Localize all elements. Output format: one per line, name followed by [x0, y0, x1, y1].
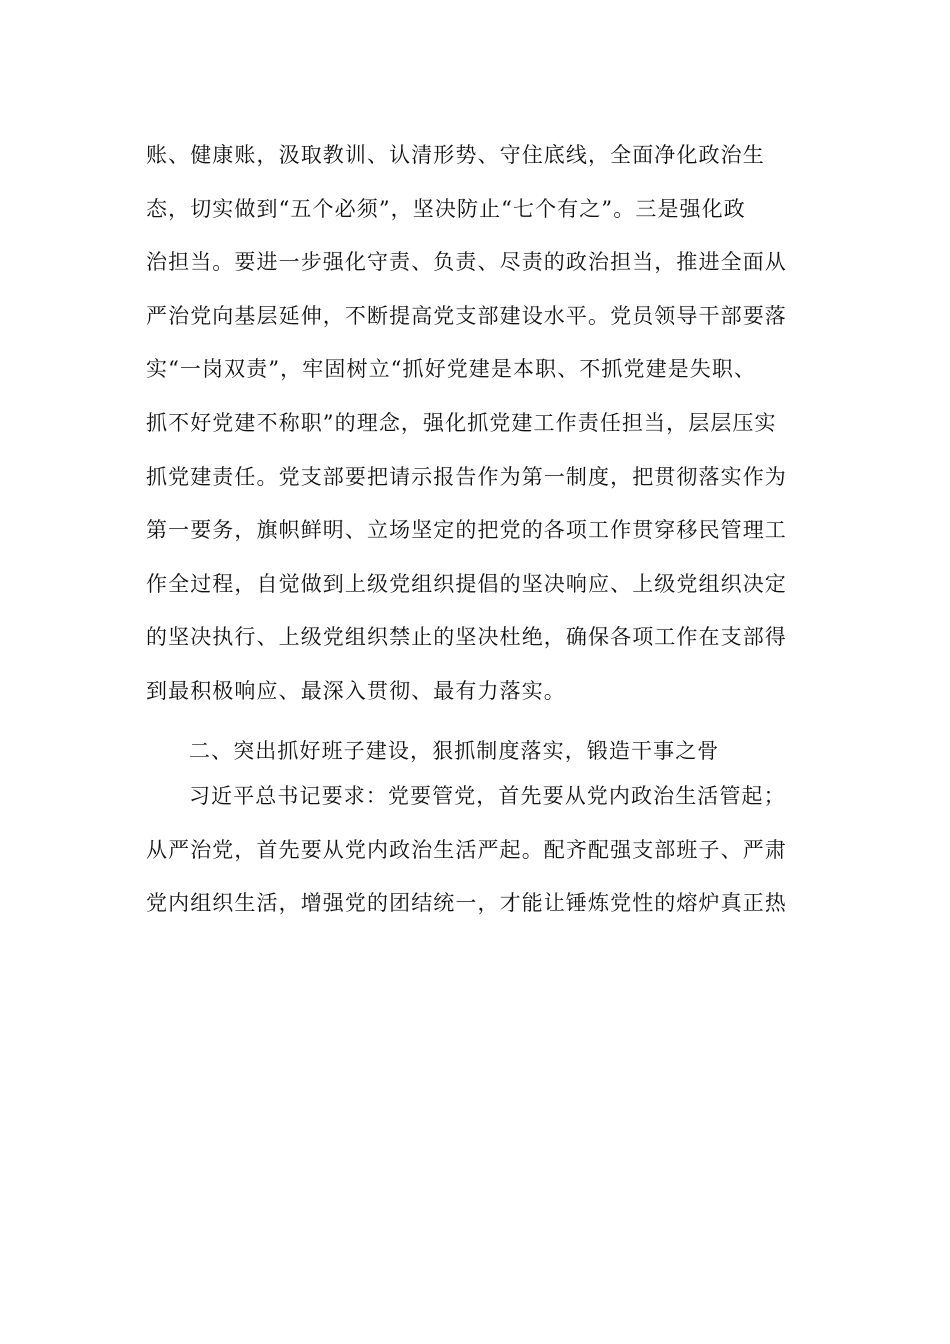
- text-line: 账、健康账，汲取教训、认清形势、守住底线，全面净化政治生: [146, 143, 765, 167]
- body-text: [146, 129, 794, 931]
- paragraph-first-line: 习近平总书记要求：党要管党，首先要从党内政治生活管起；: [189, 784, 786, 809]
- text-line: 抓党建责任。党支部要把请示报告作为第一制度，把贯彻落实作为: [146, 464, 787, 489]
- text-line: 严治党向基层延伸，不断提高党支部建设水平。党员领导干部要落: [146, 303, 787, 328]
- section-heading: 二、突出抓好班子建设，狠抓制度落实，锻造干事之骨: [189, 738, 720, 763]
- text-line: 作全过程，自觉做到上级党组织提倡的坚决响应、上级党组织决定: [146, 571, 787, 596]
- text-line: 实“一岗双责”，牢固树立“抓好党建是本职、不抓党建是失职、: [146, 357, 757, 382]
- text-line: 第一要务，旗帜鲜明、立场坚定的把党的各项工作贯穿移民管理工: [146, 518, 787, 543]
- text-line: 到最积极响应、最深入贯彻、最有力落实。: [146, 678, 566, 703]
- text-line: 党内组织生活，增强党的团结统一，才能让锤炼党性的熔炉真正热: [146, 891, 787, 916]
- text-line: 治担当。要进一步强化守责、负责、尽责的政治担当，推进全面从: [146, 250, 787, 275]
- text-line: 态，切实做到“五个必须”，坚决防止“七个有之”。三是强化政: [146, 196, 746, 221]
- text-line: 抓不好党建不称职”的理念，强化抓党建工作责任担当，层层压实: [146, 410, 777, 435]
- text-line: 的坚决执行、上级党组织禁止的坚决杜绝，确保各项工作在支部得: [146, 625, 787, 650]
- text-line: 从严治党，首先要从党内政治生活严起。配齐配强支部班子、严肃: [146, 837, 787, 862]
